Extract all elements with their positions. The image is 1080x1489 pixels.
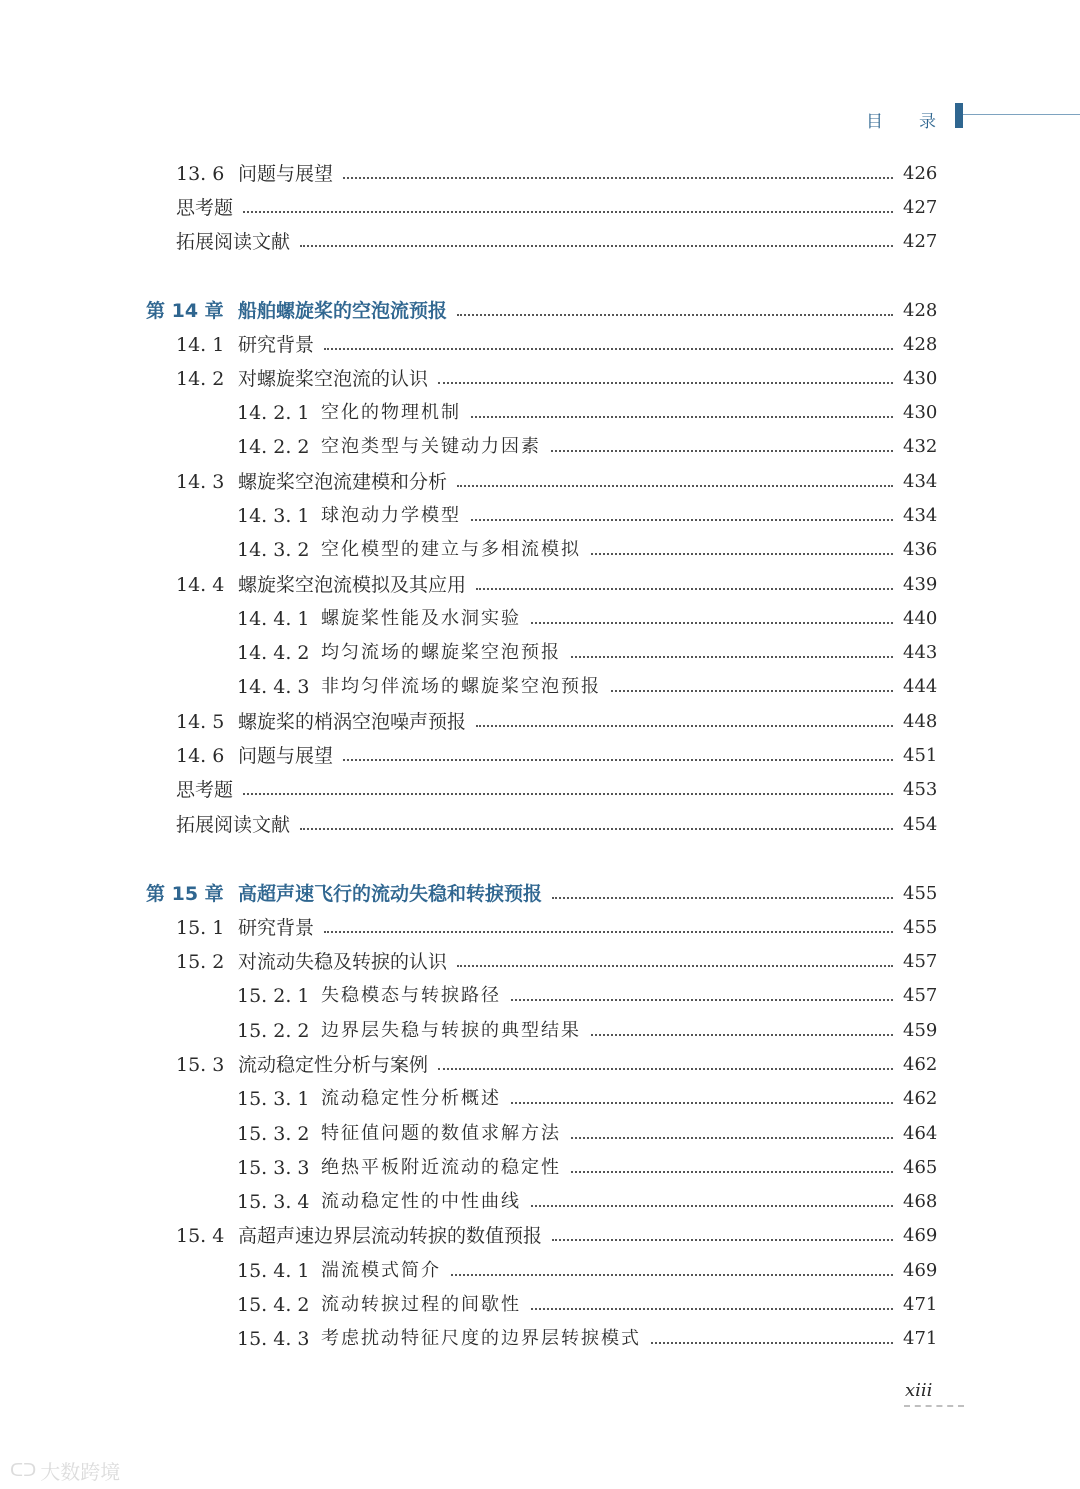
toc-entry[interactable] [0,568,1080,602]
watermark-text: 大数跨境 [40,1460,121,1484]
toc-leader-dots [476,725,893,727]
toc-entry-page: 465 [903,1157,938,1178]
toc-entry-page: 471 [903,1294,938,1315]
toc-leader-dots [471,519,893,521]
toc-leader-dots [343,759,893,761]
toc-entry-page: 459 [903,1020,938,1041]
toc-leader-dots [651,1342,893,1344]
toc-entry-number: 14. 3. 1 [237,505,310,527]
toc-entry-title: 空化模型的建立与多相流模拟 [321,539,581,560]
toc-leader-dots [531,1308,893,1310]
toc-entry-number: 15. 3. 2 [237,1123,310,1145]
toc-entry[interactable] [0,636,1080,670]
toc-leader-dots [457,965,893,967]
toc-leader-dots [243,211,893,213]
toc-entry-number: 14. 4. 1 [237,608,310,630]
toc-entry-number: 14. 4. 3 [237,676,310,698]
toc-entry-title: 研究背景 [238,334,315,356]
toc-entry[interactable] [0,808,1080,842]
toc-entry-number: 第 14 章 [146,300,224,322]
toc-entry-page: 439 [903,574,938,595]
toc-leader-dots [591,1034,893,1036]
toc-entry-number: 14. 3 [176,471,225,493]
header-rule [963,114,1080,115]
toc-entry-title: 绝热平板附近流动的稳定性 [321,1157,561,1178]
toc-entry-number: 15. 1 [176,917,225,939]
toc-leader-dots [552,1239,893,1241]
toc-leader-dots [471,416,893,418]
toc-entry-number: 15. 4. 1 [237,1260,310,1282]
toc-entry[interactable] [0,157,1080,191]
toc-entry-title: 螺旋桨的梢涡空泡噪声预报 [238,711,467,733]
toc-entry-number: 14. 6 [176,745,225,767]
toc-entry-number: 15. 3 [176,1054,225,1076]
toc-entry[interactable] [0,979,1080,1013]
toc-entry[interactable] [0,670,1080,704]
toc-entry-title: 问题与展望 [238,163,334,185]
toc-entry-title: 流动稳定性的中性曲线 [321,1191,521,1212]
header-title: 目 录 [866,112,938,132]
toc-entry-page: 457 [903,951,938,972]
toc-entry-title: 高超声速边界层流动转捩的数值预报 [238,1225,543,1247]
toc-entry[interactable] [0,1014,1080,1048]
toc-leader-dots [571,1171,893,1173]
toc-entry-page: 455 [903,883,938,904]
toc-entry-page: 428 [903,300,938,321]
toc-entry-number: 14. 2. 1 [237,402,310,424]
toc-entry-title: 螺旋桨空泡流模拟及其应用 [238,574,467,596]
toc-entry-number: 14. 4. 2 [237,642,310,664]
toc-leader-dots [551,450,893,452]
toc-entry-number: 15. 2 [176,951,225,973]
toc-entry-number: 14. 4 [176,574,225,596]
toc-leader-dots [511,999,893,1001]
toc-entry-page: 469 [903,1260,938,1281]
toc-entry[interactable] [0,911,1080,945]
toc-entry-page: 454 [903,814,938,835]
toc-entry[interactable] [0,1288,1080,1322]
toc-entry-page: 427 [903,197,938,218]
toc-entry[interactable] [0,1048,1080,1082]
toc-entry[interactable] [0,396,1080,430]
toc-entry[interactable] [0,430,1080,464]
toc-entry[interactable] [0,945,1080,979]
toc-entry-page: 462 [903,1088,938,1109]
toc-entry-title: 对螺旋桨空泡流的认识 [238,368,429,390]
toc-entry-page: 443 [903,642,938,663]
toc-entry-number: 15. 4. 3 [237,1328,310,1350]
toc-entry-page: 455 [903,917,938,938]
toc-leader-dots [243,793,893,795]
toc-entry-title: 均匀流场的螺旋桨空泡预报 [321,642,561,663]
toc-entry-title: 考虑扰动特征尺度的边界层转捩模式 [321,1328,641,1349]
toc-entry[interactable] [0,1254,1080,1288]
toc-entry-title: 失稳模态与转捩路径 [321,985,501,1006]
toc-leader-dots [300,245,893,247]
toc-entry-number: 15. 3. 1 [237,1088,310,1110]
toc-entry-title: 球泡动力学模型 [321,505,461,526]
toc-entry[interactable] [0,1117,1080,1151]
toc-entry-page: 427 [903,231,938,252]
toc-entry-number: 13. 6 [176,163,225,185]
toc-entry-page: 468 [903,1191,938,1212]
toc-entry-page: 440 [903,608,938,629]
toc-entry-title: 空化的物理机制 [321,402,461,423]
toc-entry-title: 流动稳定性分析与案例 [238,1054,429,1076]
footer-dash [904,1405,964,1407]
toc-entry-title: 边界层失稳与转捩的典型结果 [321,1020,581,1041]
toc-entry-title: 特征值问题的数值求解方法 [321,1123,561,1144]
toc-entry[interactable] [0,465,1080,499]
toc-entry[interactable] [0,328,1080,362]
watermark-logo-icon: ᑕᑐ [10,1460,37,1481]
toc-entry-title: 流动转捩过程的间歇性 [321,1294,521,1315]
toc-entry-number: 15. 4 [176,1225,225,1247]
toc-entry-page: 471 [903,1328,938,1349]
toc-chapter-entry[interactable] [0,294,1080,328]
watermark [10,1456,120,1485]
toc-entry-title: 湍流模式简介 [321,1260,441,1281]
toc-entry-page: 434 [903,471,938,492]
toc-leader-dots [531,1205,893,1207]
toc-entry[interactable] [0,773,1080,807]
toc-entry[interactable] [0,705,1080,739]
toc-leader-dots [511,1102,893,1104]
toc-entry-title: 船舶螺旋桨的空泡流预报 [238,300,448,322]
toc-leader-dots [611,690,893,692]
toc-entry-page: 434 [903,505,938,526]
toc-leader-dots [571,656,893,658]
header-accent-bar [955,103,963,128]
footer-page-number: xiii [905,1380,933,1401]
toc-entry-page: 469 [903,1225,938,1246]
toc-entry[interactable] [0,191,1080,225]
toc-entry[interactable] [0,499,1080,533]
toc-entry-title: 螺旋桨性能及水洞实验 [321,608,521,629]
toc-entry-title: 非均匀伴流场的螺旋桨空泡预报 [321,676,601,697]
toc-entry-number: 14. 3. 2 [237,539,310,561]
toc-entry[interactable] [0,362,1080,396]
toc-entry-page: 426 [903,163,938,184]
toc-entry-title: 问题与展望 [238,745,334,767]
toc-entry-number: 14. 5 [176,711,225,733]
toc-leader-dots [457,314,893,316]
toc-entry-title: 研究背景 [238,917,315,939]
toc-entry[interactable] [0,533,1080,567]
toc-entry-title: 空泡类型与关键动力因素 [321,436,541,457]
toc-leader-dots [438,1068,893,1070]
toc-entry-page: 428 [903,334,938,355]
toc-entry-page: 430 [903,368,938,389]
toc-entry-page: 432 [903,436,938,457]
toc-entry-number: 14. 2 [176,368,225,390]
toc-entry-number: 第 15 章 [146,883,224,905]
toc-entry-page: 448 [903,711,938,732]
toc-entry[interactable] [0,1185,1080,1219]
toc-leader-dots [476,588,893,590]
toc-entry-page: 453 [903,779,938,800]
toc-entry-title: 流动稳定性分析概述 [321,1088,501,1109]
toc-entry-title: 高超声速飞行的流动失稳和转捩预报 [238,883,543,905]
toc-leader-dots [591,553,893,555]
toc-entry[interactable] [0,1219,1080,1253]
toc-leader-dots [457,485,893,487]
toc-entry[interactable] [0,1151,1080,1185]
toc-leader-dots [343,177,893,179]
toc-leader-dots [571,1137,893,1139]
toc-entry[interactable] [0,1322,1080,1356]
toc-entry[interactable] [0,739,1080,773]
toc-leader-dots [324,348,893,350]
toc-entry[interactable] [0,602,1080,636]
toc-entry[interactable] [0,1082,1080,1116]
toc-entry-number: 15. 2. 1 [237,985,310,1007]
toc-entry-page: 430 [903,402,938,423]
toc-leader-dots [300,828,893,830]
toc-entry-page: 457 [903,985,938,1006]
toc-entry-title: 对流动失稳及转捩的认识 [238,951,448,973]
toc-entry-title: 拓展阅读文献 [176,814,291,836]
toc-entry-page: 464 [903,1123,938,1144]
toc-entry-number: 14. 2. 2 [237,436,310,458]
toc-entry-title: 拓展阅读文献 [176,231,291,253]
toc-entry-number: 15. 3. 3 [237,1157,310,1179]
toc-leader-dots [438,382,893,384]
toc-entry-page: 451 [903,745,938,766]
toc-entry-number: 15. 3. 4 [237,1191,310,1213]
toc-entry-number: 14. 1 [176,334,225,356]
toc-entry-number: 15. 2. 2 [237,1020,310,1042]
toc-leader-dots [324,931,893,933]
toc-entry-title: 思考题 [176,197,234,219]
toc-entry[interactable] [0,225,1080,259]
toc-entry-page: 462 [903,1054,938,1075]
toc-leader-dots [552,897,893,899]
toc-chapter-entry[interactable] [0,877,1080,911]
toc-entry-page: 444 [903,676,938,697]
toc-entry-title: 思考题 [176,779,234,801]
toc-entry-page: 436 [903,539,938,560]
toc-entry-number: 15. 4. 2 [237,1294,310,1316]
toc-entry-title: 螺旋桨空泡流建模和分析 [238,471,448,493]
toc-leader-dots [451,1274,893,1276]
toc-leader-dots [531,622,893,624]
